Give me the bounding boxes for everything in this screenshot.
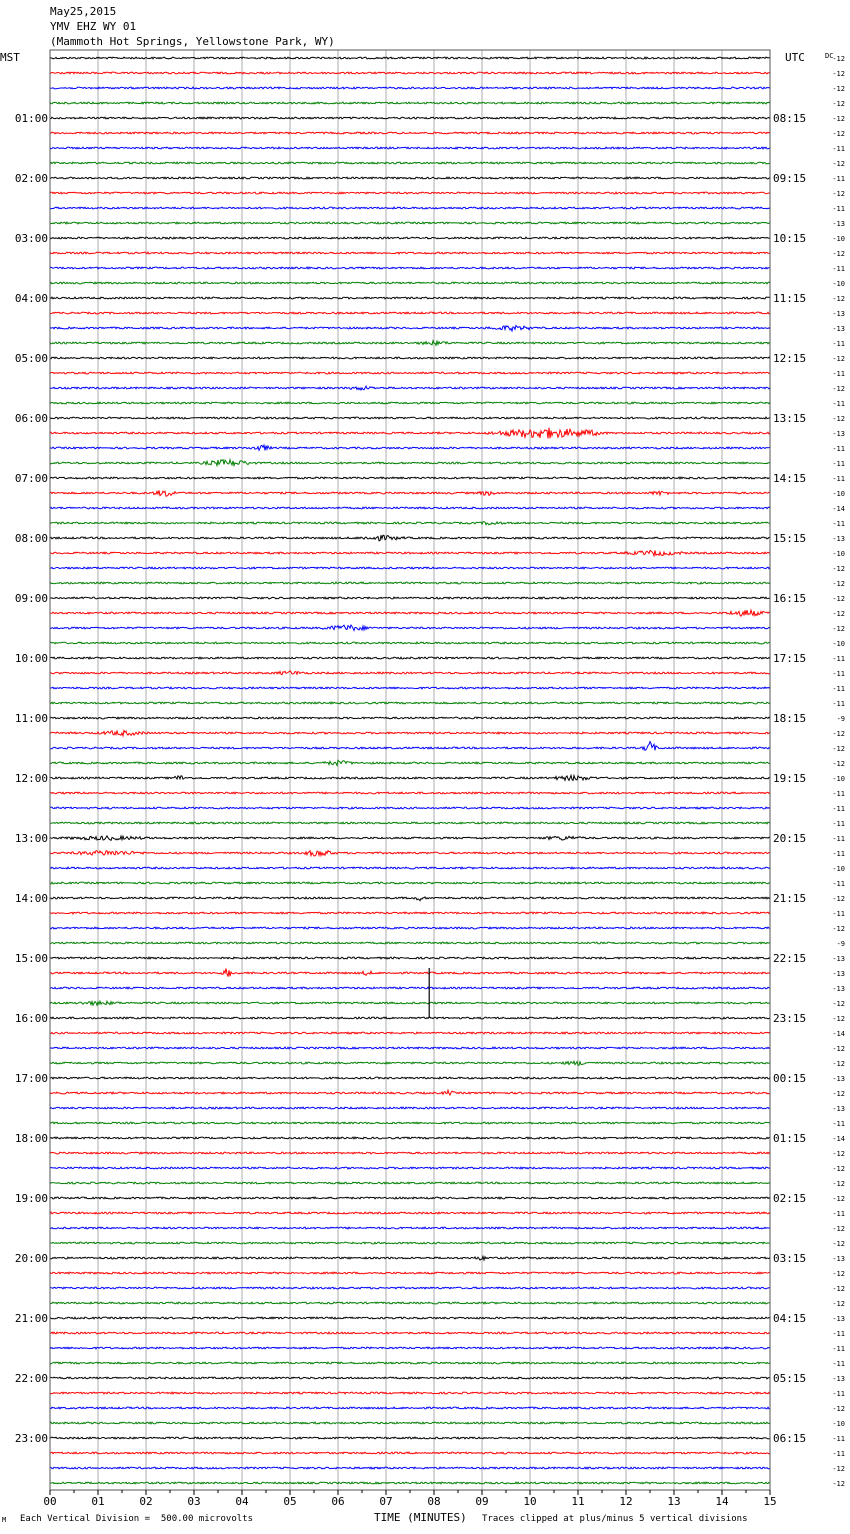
hour-label-left: 14:00 xyxy=(14,892,48,905)
trace-row-5 xyxy=(50,132,770,134)
dc-offset-label: -11 xyxy=(832,670,845,678)
trace-row-28 xyxy=(50,477,770,479)
hour-label-left: 11:00 xyxy=(14,712,48,725)
trace-row-10 xyxy=(50,207,770,209)
dc-offset-label: -12 xyxy=(832,70,845,78)
hour-label-right: 22:15 xyxy=(773,952,807,965)
x-tick-label: 12 xyxy=(619,1495,633,1508)
x-tick-label: 10 xyxy=(523,1495,537,1508)
trace-row-52 xyxy=(50,836,770,841)
dc-offset-label: -12 xyxy=(832,1225,845,1233)
hour-label-left: 09:00 xyxy=(14,592,48,605)
trace-row-40 xyxy=(50,657,770,659)
hour-label-right: 21:15 xyxy=(773,892,807,905)
dc-offset-label: -13 xyxy=(832,985,845,993)
hour-label-left: 10:00 xyxy=(14,652,48,665)
dc-offset-label: -11 xyxy=(832,340,845,348)
trace-row-43 xyxy=(50,702,770,704)
dc-offset-label: -10 xyxy=(832,640,845,648)
hour-label-left: 12:00 xyxy=(14,772,48,785)
dc-offset-label: -12 xyxy=(832,580,845,588)
trace-row-77 xyxy=(50,1212,770,1214)
dc-offset-label: -10 xyxy=(832,775,845,783)
dc-offset-label: -11 xyxy=(832,1435,845,1443)
dc-offset-label: -10 xyxy=(832,490,845,498)
trace-row-46 xyxy=(50,742,770,751)
hour-label-right: 23:15 xyxy=(773,1012,807,1025)
trace-row-6 xyxy=(50,147,770,149)
trace-row-83 xyxy=(50,1302,770,1304)
dc-offset-label: -11 xyxy=(832,145,845,153)
dc-offset-label: -9 xyxy=(836,715,845,723)
trace-row-89 xyxy=(50,1392,770,1394)
dc-offset-label: -10 xyxy=(832,550,845,558)
dc-offset-label: -13 xyxy=(832,535,845,543)
hour-label-right: 19:15 xyxy=(773,772,807,785)
hour-label-left: 19:00 xyxy=(14,1192,48,1205)
trace-row-2 xyxy=(50,87,770,89)
clip-note: Traces clipped at plus/minus 5 vertical divisions xyxy=(482,1514,748,1524)
trace-row-14 xyxy=(50,267,770,269)
dc-offset-label: -11 xyxy=(832,265,845,273)
trace-row-19 xyxy=(50,341,770,346)
x-tick-label: 07 xyxy=(379,1495,393,1508)
hour-label-left: 21:00 xyxy=(14,1312,48,1325)
dc-offset-label: -11 xyxy=(832,910,845,918)
hour-label-left: 02:00 xyxy=(14,172,48,185)
hour-label-right: 09:15 xyxy=(773,172,807,185)
dc-offset-label: -11 xyxy=(832,1210,845,1218)
hour-label-right: 02:15 xyxy=(773,1192,807,1205)
dc-offset-label: -12 xyxy=(832,1150,845,1158)
dc-offset-label: -12 xyxy=(832,745,845,753)
trace-row-55 xyxy=(50,882,770,884)
dc-offset-label: -12 xyxy=(832,1300,845,1308)
trace-row-8 xyxy=(50,177,770,179)
scale-note: Each Vertical Division = 500.00 microvolts xyxy=(20,1514,253,1524)
dc-offset-label: -11 xyxy=(832,655,845,663)
dc-offset-label: -12 xyxy=(832,610,845,618)
dc-offset-label: -12 xyxy=(832,160,845,168)
trace-row-88 xyxy=(50,1377,770,1379)
dc-offset-label: -13 xyxy=(832,1375,845,1383)
trace-row-47 xyxy=(50,760,770,765)
dc-offset-label: -12 xyxy=(832,130,845,138)
left-axis-title: MST xyxy=(0,51,20,64)
trace-row-85 xyxy=(50,1332,770,1334)
trace-row-62 xyxy=(50,987,770,989)
dc-offset-label: -14 xyxy=(832,1135,845,1143)
hour-label-right: 17:15 xyxy=(773,652,807,665)
dc-offset-label: -12 xyxy=(832,1270,845,1278)
dc-offset-label: -10 xyxy=(832,280,845,288)
hour-label-right: 15:15 xyxy=(773,532,807,545)
trace-row-44 xyxy=(50,717,770,719)
trace-row-9 xyxy=(50,192,770,194)
dc-offset-label: -12 xyxy=(832,1015,845,1023)
dc-offset-label: -12 xyxy=(832,1240,845,1248)
trace-row-54 xyxy=(50,867,770,869)
trace-row-49 xyxy=(50,792,770,794)
hour-label-left: 18:00 xyxy=(14,1132,48,1145)
trace-row-22 xyxy=(50,386,770,390)
trace-row-86 xyxy=(50,1347,770,1349)
trace-row-94 xyxy=(50,1467,770,1469)
trace-row-67 xyxy=(50,1061,770,1065)
trace-row-27 xyxy=(50,460,770,466)
dc-offset-label: -12 xyxy=(832,1045,845,1053)
trace-row-11 xyxy=(50,222,770,224)
dc-offset-label: -13 xyxy=(832,1315,845,1323)
trace-row-61 xyxy=(50,968,770,976)
dc-offset-label: -12 xyxy=(832,1090,845,1098)
header-station: YMV EHZ WY 01 xyxy=(50,20,137,33)
dc-offset-label: -12 xyxy=(832,595,845,603)
dc-offset-label: -13 xyxy=(832,310,845,318)
x-tick-label: 09 xyxy=(475,1495,489,1508)
x-tick-label: 08 xyxy=(427,1495,441,1508)
dc-offset-label: -12 xyxy=(832,1060,845,1068)
trace-row-36 xyxy=(50,597,770,599)
hour-label-left: 05:00 xyxy=(14,352,48,365)
hour-label-left: 13:00 xyxy=(14,832,48,845)
dc-offset-label: -11 xyxy=(832,1450,845,1458)
trace-row-91 xyxy=(50,1422,770,1424)
dc-offset-label: -13 xyxy=(832,1105,845,1113)
plot-axes xyxy=(50,50,770,1495)
dc-offset-label: -9 xyxy=(836,940,845,948)
trace-row-17 xyxy=(50,312,770,314)
dc-offset-label: -11 xyxy=(832,835,845,843)
seismic-traces xyxy=(50,57,770,1484)
dc-offset-label: -11 xyxy=(832,820,845,828)
trace-row-34 xyxy=(50,567,770,569)
dc-offset-label: -11 xyxy=(832,1120,845,1128)
trace-row-25 xyxy=(50,428,770,439)
hour-label-right: 10:15 xyxy=(773,232,807,245)
trace-row-29 xyxy=(50,490,770,496)
hour-label-right: 12:15 xyxy=(773,352,807,365)
dc-offset-label: -10 xyxy=(832,235,845,243)
x-tick-label: 15 xyxy=(763,1495,777,1508)
dc-offset-label: -11 xyxy=(832,1390,845,1398)
trace-row-31 xyxy=(50,522,770,525)
trace-row-26 xyxy=(50,445,770,450)
trace-row-37 xyxy=(50,610,770,616)
trace-row-76 xyxy=(50,1197,770,1199)
dc-offset-label: -12 xyxy=(832,1480,845,1488)
trace-row-39 xyxy=(50,642,770,644)
dc-offset-label: -11 xyxy=(832,445,845,453)
trace-row-72 xyxy=(50,1137,770,1139)
hour-label-right: 04:15 xyxy=(773,1312,807,1325)
trace-row-57 xyxy=(50,912,770,914)
dc-offset-label: -12 xyxy=(832,760,845,768)
trace-row-71 xyxy=(50,1122,770,1124)
dc-offset-label: -12 xyxy=(832,385,845,393)
x-tick-label: 00 xyxy=(43,1495,57,1508)
dc-offset-label: -12 xyxy=(832,1000,845,1008)
dc-offset-label: -12 xyxy=(832,730,845,738)
dc-offset-label: -11 xyxy=(832,700,845,708)
dc-offset-label: -12 xyxy=(832,115,845,123)
trace-row-50 xyxy=(50,807,770,809)
dc-offset-label: -13 xyxy=(832,1075,845,1083)
dc-offset-label: -10 xyxy=(832,865,845,873)
axis-labels xyxy=(0,51,845,1508)
trace-row-45 xyxy=(50,731,770,736)
dc-offset-label: -11 xyxy=(832,1330,845,1338)
hour-label-right: 13:15 xyxy=(773,412,807,425)
header-location: (Mammoth Hot Springs, Yellowstone Park, WY) xyxy=(50,35,335,48)
dc-offset-label: -12 xyxy=(832,415,845,423)
trace-row-65 xyxy=(50,1032,770,1034)
dc-offset-label: -11 xyxy=(832,475,845,483)
x-tick-label: 03 xyxy=(187,1495,201,1508)
dc-offset-label: -12 xyxy=(832,925,845,933)
trace-row-81 xyxy=(50,1272,770,1274)
trace-row-41 xyxy=(50,671,770,675)
dc-offset-label: -11 xyxy=(832,850,845,858)
hour-label-right: 05:15 xyxy=(773,1372,807,1385)
hour-label-left: 07:00 xyxy=(14,472,48,485)
x-tick-label: 02 xyxy=(139,1495,153,1508)
hour-label-left: 08:00 xyxy=(14,532,48,545)
trace-row-78 xyxy=(50,1227,770,1229)
trace-row-95 xyxy=(50,1482,770,1484)
dc-offset-label: -13 xyxy=(832,970,845,978)
trace-row-60 xyxy=(50,957,770,959)
x-axis-title: TIME (MINUTES) xyxy=(374,1511,467,1524)
hour-label-left: 06:00 xyxy=(14,412,48,425)
dc-offset-label: -12 xyxy=(832,625,845,633)
trace-row-68 xyxy=(50,1077,770,1079)
trace-row-90 xyxy=(50,1407,770,1409)
trace-row-23 xyxy=(50,402,770,404)
x-tick-label: 01 xyxy=(91,1495,105,1508)
trace-row-53 xyxy=(50,851,770,856)
corner-mark: M xyxy=(2,1516,7,1524)
hour-label-right: 16:15 xyxy=(773,592,807,605)
dc-offset-label: -12 xyxy=(832,1405,845,1413)
dc-offset-label: -11 xyxy=(832,685,845,693)
dc-offset-label: -11 xyxy=(832,400,845,408)
dc-offset-label: -12 xyxy=(832,1465,845,1473)
trace-row-1 xyxy=(50,72,770,74)
hour-label-right: 14:15 xyxy=(773,472,807,485)
trace-row-35 xyxy=(50,582,770,584)
dc-offset-label: -14 xyxy=(832,1030,845,1038)
trace-row-42 xyxy=(50,687,770,689)
dc-offset-label: -11 xyxy=(832,790,845,798)
trace-row-7 xyxy=(50,162,770,164)
trace-row-93 xyxy=(50,1452,770,1454)
trace-row-84 xyxy=(50,1317,770,1319)
trace-row-38 xyxy=(50,625,770,630)
trace-row-12 xyxy=(50,237,770,239)
x-tick-label: 06 xyxy=(331,1495,345,1508)
hour-label-left: 01:00 xyxy=(14,112,48,125)
dc-offset-label: -11 xyxy=(832,460,845,468)
hour-label-right: 06:15 xyxy=(773,1432,807,1445)
dc-offset-label: -12 xyxy=(832,190,845,198)
trace-row-24 xyxy=(50,417,770,419)
dc-offset-label: -11 xyxy=(832,205,845,213)
trace-row-87 xyxy=(50,1362,770,1364)
header-date: May25,2015 xyxy=(50,5,117,18)
dc-offset-label: -11 xyxy=(832,805,845,813)
trace-row-80 xyxy=(50,1256,770,1260)
trace-row-82 xyxy=(50,1287,770,1289)
trace-row-70 xyxy=(50,1107,770,1109)
hour-label-right: 00:15 xyxy=(773,1072,807,1085)
dc-offset-label: -11 xyxy=(832,1345,845,1353)
trace-row-16 xyxy=(50,297,770,299)
trace-row-73 xyxy=(50,1152,770,1154)
dc-offset-label: -11 xyxy=(832,520,845,528)
trace-row-18 xyxy=(50,326,770,331)
right-axis-title: UTC xyxy=(785,51,805,64)
dc-offset-label: -12 xyxy=(832,1180,845,1188)
trace-row-63 xyxy=(50,1001,770,1005)
dc-offset-label: -11 xyxy=(832,880,845,888)
trace-row-3 xyxy=(50,102,770,104)
dc-offset-label: -12 xyxy=(832,85,845,93)
dc-offset-label: -12 xyxy=(832,565,845,573)
dc-offset-label: -12 xyxy=(832,100,845,108)
hour-label-left: 20:00 xyxy=(14,1252,48,1265)
dc-offset-label: -12 xyxy=(832,1165,845,1173)
hour-label-left: 15:00 xyxy=(14,952,48,965)
trace-row-20 xyxy=(50,357,770,359)
trace-row-32 xyxy=(50,535,770,541)
dc-offset-label: -12 xyxy=(832,55,845,63)
hour-label-left: 17:00 xyxy=(14,1072,48,1085)
hour-label-right: 03:15 xyxy=(773,1252,807,1265)
x-tick-label: 14 xyxy=(715,1495,729,1508)
trace-row-74 xyxy=(50,1167,770,1169)
trace-row-79 xyxy=(50,1242,770,1244)
dc-offset-label: -12 xyxy=(832,295,845,303)
trace-row-15 xyxy=(50,282,770,284)
trace-row-4 xyxy=(50,117,770,119)
dc-offset-label: -12 xyxy=(832,1285,845,1293)
hour-label-right: 01:15 xyxy=(773,1132,807,1145)
trace-row-30 xyxy=(50,507,770,509)
hour-label-right: 11:15 xyxy=(773,292,807,305)
x-tick-label: 11 xyxy=(571,1495,585,1508)
trace-row-69 xyxy=(50,1090,770,1095)
dc-offset-label: -12 xyxy=(832,355,845,363)
hour-label-right: 18:15 xyxy=(773,712,807,725)
trace-row-51 xyxy=(50,822,770,824)
dc-offset-label: -13 xyxy=(832,1255,845,1263)
dc-offset-label: -11 xyxy=(832,1360,845,1368)
trace-row-48 xyxy=(50,775,770,780)
dc-label: DC xyxy=(825,52,834,60)
x-tick-label: 05 xyxy=(283,1495,297,1508)
dc-offset-label: -11 xyxy=(832,175,845,183)
dc-offset-label: -12 xyxy=(832,1195,845,1203)
dc-offset-label: -10 xyxy=(832,1420,845,1428)
dc-offset-label: -13 xyxy=(832,220,845,228)
trace-row-59 xyxy=(50,942,770,944)
trace-row-56 xyxy=(50,897,770,901)
dc-offset-label: -13 xyxy=(832,955,845,963)
x-tick-label: 13 xyxy=(667,1495,681,1508)
trace-row-92 xyxy=(50,1437,770,1439)
trace-row-64 xyxy=(50,1017,770,1019)
dc-offset-label: -13 xyxy=(832,325,845,333)
dc-offset-label: -13 xyxy=(832,430,845,438)
dc-offset-label: -12 xyxy=(832,250,845,258)
hour-label-right: 08:15 xyxy=(773,112,807,125)
trace-row-13 xyxy=(50,252,770,254)
trace-row-75 xyxy=(50,1182,770,1184)
dc-offset-label: -14 xyxy=(832,505,845,513)
hour-label-left: 16:00 xyxy=(14,1012,48,1025)
trace-row-58 xyxy=(50,927,770,929)
trace-row-0 xyxy=(50,57,770,59)
trace-row-21 xyxy=(50,372,770,374)
trace-row-33 xyxy=(50,550,770,555)
dc-offset-label: -11 xyxy=(832,370,845,378)
hour-label-left: 03:00 xyxy=(14,232,48,245)
dc-offset-label: -12 xyxy=(832,895,845,903)
hour-label-left: 23:00 xyxy=(14,1432,48,1445)
hour-label-right: 20:15 xyxy=(773,832,807,845)
trace-row-66 xyxy=(50,1047,770,1049)
hour-label-left: 04:00 xyxy=(14,292,48,305)
x-tick-label: 04 xyxy=(235,1495,249,1508)
hour-label-left: 22:00 xyxy=(14,1372,48,1385)
